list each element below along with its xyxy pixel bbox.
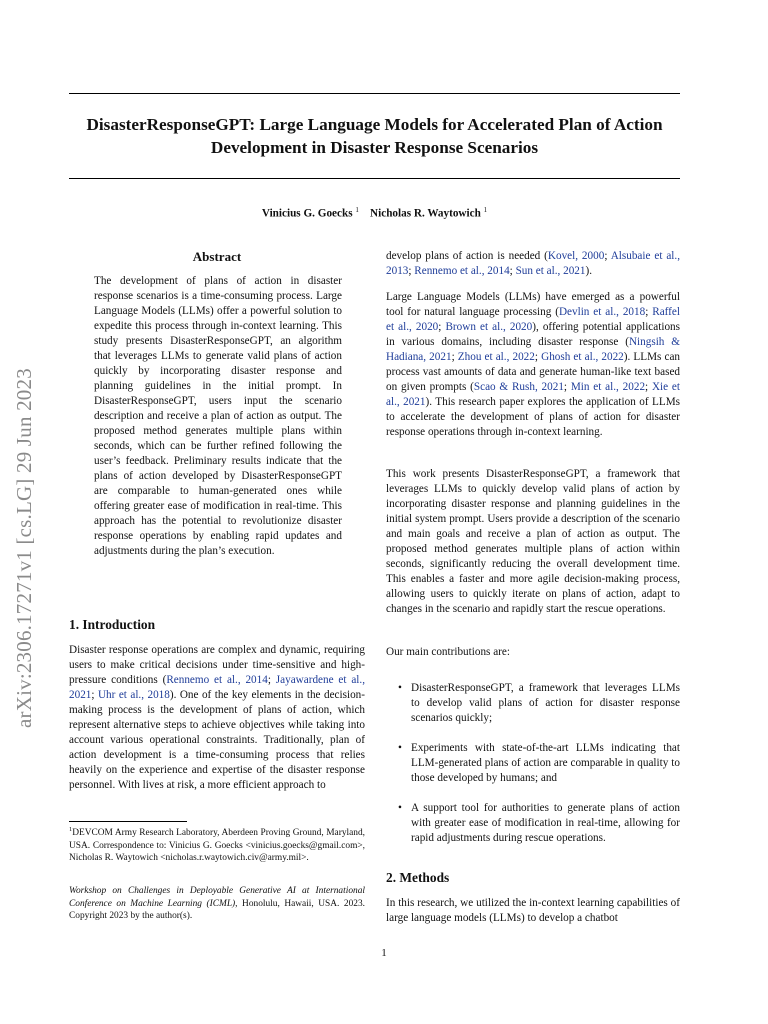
citation-link[interactable]: Uhr et al., 2018 <box>97 689 170 701</box>
citation-link[interactable]: Rennemo et al., 2014 <box>166 674 268 686</box>
list-item: • DisasterResponseGPT, a framework that leverages LLMs to develop valid plans of action for disaster response scenarios quickly; <box>398 682 680 724</box>
citation-link[interactable]: Brown et al., 2020 <box>445 321 533 333</box>
citation-link[interactable]: Zhou et al., 2022 <box>457 351 535 363</box>
list-item: • Experiments with state-of-the-art LLMs indicating that LLM-generated plans of action are comparable in quality to those developed by humans; and <box>398 742 680 784</box>
methods-paragraph: In this research, we utilized the in-context learning capabilities of large language models (LLMs) to develop a chatbot <box>386 897 680 924</box>
list-item: • A support tool for authorities to generate plans of action with greater ease of modification in real-time, allowing for rapid adjustments during rescue operations. <box>398 802 680 844</box>
intro-paragraph-4: Our main contributions are: <box>386 646 510 658</box>
citation-link[interactable]: Sun et al., 2021 <box>515 265 586 277</box>
bullet-icon: • <box>398 742 402 754</box>
arxiv-stamp: arXiv:2306.17271v1 [cs.LG] 29 Jun 2023 <box>12 368 36 728</box>
intro-paragraph-1-continued: develop plans of action is needed (Kovel, 2000; Alsubaie et al., 2013; Rennemo et al., 2014; Sun et al., 2021). <box>386 250 680 277</box>
methods-heading: 2. Methods <box>386 870 450 885</box>
author-name: Nicholas R. Waytowich <box>370 207 481 220</box>
author-name: Vinicius G. Goecks <box>261 207 353 220</box>
paper-title: DisasterResponseGPT: Large Language Models for Accelerated Plan of Action Development in Disaster Response Scenarios <box>86 115 663 157</box>
citation-link[interactable]: Ningsih & Hadiana, 2021 <box>386 336 680 363</box>
bullet-icon: • <box>398 802 402 814</box>
footnote-rule <box>69 821 187 822</box>
intro-paragraph-1: Disaster response operations are complex and dynamic, requiring users to make critical decisions under time-sensitive and high-pressure conditions (Rennemo et al., 2014; Jayawardene et al., 2021; Uhr et al., 2018). One of the key elements in the decision-making process is the development of plans of action, which represent alternative steps to achieve objectives while taking into account various operational constraints. Traditionally, plan of action development is a time-consuming process that relies heavily on the experience and expertise of the disaster response personnel. With lives at risk, a more efficient approach to <box>69 644 365 791</box>
abstract-text: The development of plans of action in disaster response scenarios is a time-consuming process. Large Language Models (LLMs) offer a powerful solution to expedite this process through in-context learning. This study presents DisasterResponseGPT, an algorithm that leverages LLMs to generate valid plans of action quickly by incorporating disaster response and planning guidelines in the initial prompt. In DisasterResponseGPT, users input the scenario description and receive a plan of action as output. The proposed method generates multiple plans within seconds, which can be further refined following the user’s feedback. Preliminary results indicate that the plans of action developed by DisasterResponseGPT are comparable to human-generated ones while offering greater ease of modification in real-time. This approach has the potential to revolutionize disaster response operations by enabling rapid updates and adjustments during the plan’s execution. <box>94 275 342 557</box>
author-list <box>69 206 680 220</box>
citation-link[interactable]: Kovel, 2000 <box>547 250 605 262</box>
footnote-mark: 1 <box>69 826 73 833</box>
page-number: 1 <box>381 947 387 959</box>
author-affil: 1 <box>483 206 488 214</box>
intro-paragraph-3: This work presents DisasterResponseGPT, a framework that leverages LLMs to quickly develop valid plans of action by incorporating disaster response and planning guidelines in the initial system prompt. Users provide a description of the scenario and main goals and receive a plan of action as output. The proposed method generates multiple plans of action within seconds, significantly reducing the overall development time. This enables a faster and more agile decision-making process, allowing users to quickly iterate on plans of action, adapt to changes in the scenario and rapidly start the rescue operations. <box>386 468 680 615</box>
contribution-list <box>386 681 680 846</box>
citation-link[interactable]: Xie et al., 2021 <box>386 381 681 408</box>
citation-link[interactable]: Scao & Rush, 2021 <box>473 381 564 393</box>
citation-link[interactable]: Min et al., 2022 <box>570 381 646 393</box>
author-affil: 1 <box>355 206 359 214</box>
citation-link[interactable]: Rennemo et al., 2014 <box>414 265 510 277</box>
citation-link[interactable]: Jayawardene et al., 2021 <box>69 674 365 701</box>
workshop-notice: Workshop on Challenges in Deployable Generative AI at International Conference on Machine Learning (ICML), Honolulu, Hawaii, USA. 2023. Copyright 2023 by the author(s). <box>69 886 365 921</box>
top-rule <box>69 93 680 94</box>
citation-link[interactable]: Ghosh et al., 2022 <box>541 351 624 363</box>
footnote: $^1$DEVCOM Army Research Laboratory, Aberdeen Proving Ground, Maryland, USA. Correspondence to: Vinicius G. Goecks <vinicius.goecks@gmail.com>, Nicholas R. Waytowich <nicholas.r.waytowich.civ@army.mil>. <box>69 826 365 864</box>
title-bottom-rule <box>69 178 680 179</box>
intro-heading: 1. Introduction <box>69 617 156 632</box>
citation-link[interactable]: Devlin et al., 2018 <box>558 306 646 318</box>
citation-link[interactable]: Alsubaie et al., 2013 <box>386 250 680 277</box>
intro-paragraph-2: Large Language Models (LLMs) have emerged as a powerful tool for natural language processing (Devlin et al., 2018; Raffel et al., 2020; Brown et al., 2020), offering potential applications in various domains, including disaster response (Ningsih & Hadiana, 2021; Zhou et al., 2022; Ghosh et al., 2022). LLMs can process vast amounts of data and generate human-like text based on given prompts (Scao & Rush, 2021; Min et al., 2022; Xie et al., 2021). This research paper explores the application of LLMs to accelerate the development of plans of action for disaster response operations through in-context learning. <box>386 291 681 438</box>
bullet-icon: • <box>398 682 402 694</box>
citation-link[interactable]: Raffel et al., 2020 <box>386 306 680 333</box>
abstract-heading: Abstract <box>192 249 242 264</box>
